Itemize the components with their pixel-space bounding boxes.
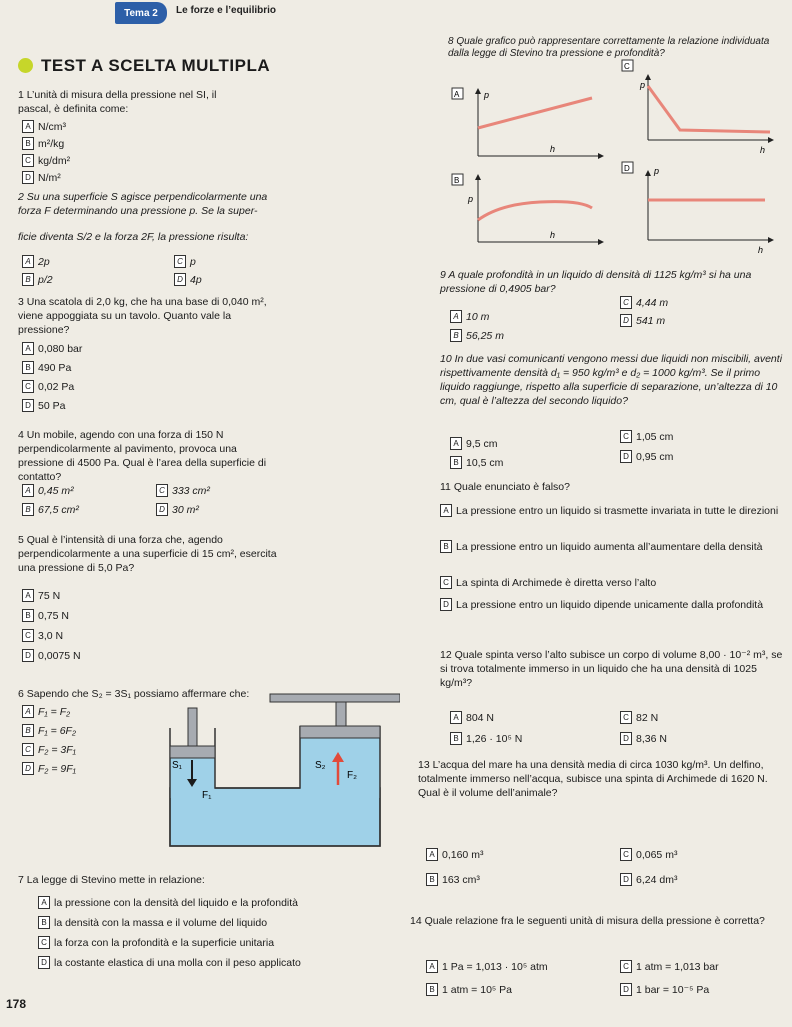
q4-option-b[interactable]: B 67,5 cm² <box>22 503 79 517</box>
q3-option-d[interactable]: D 50 Pa <box>22 399 65 413</box>
q9-option-c[interactable]: C 4,44 m <box>620 296 668 310</box>
q2-option-d[interactable]: D 4p <box>174 273 202 287</box>
press-plate <box>270 694 400 702</box>
q6-option-c[interactable]: C F₂ = 3F₁ <box>22 743 76 757</box>
graph-c-curve <box>648 86 770 132</box>
q14-option-b[interactable]: B 1 atm = 10⁵ Pa <box>426 983 512 997</box>
question-5: 5 Qual è l’intensità di una forza che, agendo perpendicolarmente a una superficie di 15 cm², esercita una pressione di 5,0 Pa? <box>18 534 277 574</box>
q12-option-b[interactable]: B 1,26 · 10⁵ N <box>450 732 522 746</box>
page-number: 178 <box>6 997 27 1011</box>
question-14: 14 Quale relazione fra le seguenti unità di misura della pressione è corretta? <box>410 915 765 927</box>
large-piston <box>300 726 380 738</box>
q5-option-a[interactable]: A 75 N <box>22 589 60 603</box>
q4-option-a[interactable]: A 0,45 m² <box>22 484 74 498</box>
q1-option-d[interactable]: D N/m² <box>22 171 61 185</box>
graph-b-curve <box>478 202 592 220</box>
q13-option-d[interactable]: D 6,24 dm³ <box>620 873 677 887</box>
q7-option-b[interactable]: B la densità con la massa e il volume del liquido <box>38 916 267 930</box>
q5-option-b[interactable]: B 0,75 N <box>22 609 69 623</box>
svg-text:h: h <box>550 144 556 154</box>
q6-option-d[interactable]: D F₂ = 9F₁ <box>22 762 76 776</box>
graph-a-curve <box>478 98 592 128</box>
section-heading-text: TEST A SCELTA MULTIPLA <box>41 56 271 75</box>
question-9: 9 A quale profondità in un liquido di densità di 1125 kg/m³ si ha una pressione di 0,4905 bar? <box>440 269 752 295</box>
bullet-icon <box>18 58 33 73</box>
section-heading <box>18 56 270 76</box>
svg-text:p: p <box>484 90 490 100</box>
svg-text:h: h <box>550 230 556 240</box>
q5-option-d[interactable]: D 0,0075 N <box>22 649 81 663</box>
q9-option-a[interactable]: A 10 m <box>450 310 489 324</box>
question-11: 11 Quale enunciato è falso? <box>440 481 570 493</box>
label-s1: S₁ <box>172 760 183 771</box>
q3-option-b[interactable]: B 490 Pa <box>22 361 71 375</box>
svg-text:h: h <box>758 245 764 255</box>
q2-option-b[interactable]: B p/2 <box>22 273 53 287</box>
q6-option-a[interactable]: A F₁ = F₂ <box>22 705 70 719</box>
fluid-right-column <box>300 738 380 798</box>
label-s2: S₂ <box>315 760 326 771</box>
q3-option-a[interactable]: A 0,080 bar <box>22 342 82 356</box>
q12-option-a[interactable]: A 804 N <box>450 711 494 725</box>
q1-option-b[interactable]: B m²/kg <box>22 137 64 151</box>
svg-text:h: h <box>760 145 766 155</box>
q14-option-c[interactable]: C 1 atm = 1,013 bar <box>620 960 719 974</box>
q6-option-b[interactable]: B F₁ = 6F₂ <box>22 724 76 738</box>
question-7: 7 La legge di Stevino mette in relazione: <box>18 874 205 886</box>
q14-option-a[interactable]: A 1 Pa = 1,013 · 10⁵ atm <box>426 960 548 974</box>
svg-text:p: p <box>640 80 646 90</box>
question-6: 6 Sapendo che S₂ = 3S₁ possiamo affermare che: <box>18 688 250 700</box>
q1-option-a[interactable]: A N/cm³ <box>22 120 66 134</box>
question-4: 4 Un mobile, agendo con una forza di 150 N perpendicolarmente al pavimento, provoca una pressione di 4500 Pa. Qual è l’area della superficie di contatto? <box>18 429 267 483</box>
q3-option-c[interactable]: C 0,02 Pa <box>22 380 74 394</box>
question-2-part-2: ficie diventa S/2 e la forza 2F, la pressione risulta: <box>18 231 249 243</box>
q10-option-a[interactable]: A 9,5 cm <box>450 437 498 451</box>
question-2-part-1: 2 Su una superficie S agisce perpendicolarmente una forza F determinando una pressione p. Se la super- <box>18 191 268 217</box>
small-piston-rod <box>188 708 197 746</box>
svg-text:D: D <box>624 164 630 173</box>
q9-option-b[interactable]: B 56,25 m <box>450 329 504 343</box>
q7-option-a[interactable]: A la pressione con la densità del liquido e la profondità <box>38 896 298 910</box>
svg-text:C: C <box>624 62 630 71</box>
question-12: 12 Quale spinta verso l’alto subisce un corpo di volume 8,00 · 10⁻² m³, se si trova totalmente immerso in un liquido che ha una densità di 1025 kg/m³? <box>440 649 783 689</box>
q11-option-a[interactable]: A La pressione entro un liquido si trasmette invariata in tutte le direzioni <box>440 504 785 518</box>
graph-d <box>620 160 790 255</box>
q4-option-d[interactable]: D 30 m² <box>156 503 199 517</box>
q1-option-c[interactable]: C kg/dm² <box>22 154 70 168</box>
question-10: 10 In due vasi comunicanti vengono messi due liquidi non miscibili, aventi rispettivamente densità d₁ = 950 kg/m³ e d₂ = 1000 kg/m³. Se il primo liquido raggiunge, rispetto alla superficie di separazione, un’altezza di 10 cm, qual è l’altezza del secondo liquido? <box>440 353 783 407</box>
svg-text:A: A <box>454 90 460 99</box>
q11-option-d[interactable]: D La pressione entro un liquido dipende unicamente dalla profondità <box>440 598 785 612</box>
q10-option-c[interactable]: C 1,05 cm <box>620 430 673 444</box>
q4-option-c[interactable]: C 333 cm² <box>156 484 210 498</box>
q13-option-b[interactable]: B 163 cm³ <box>426 873 480 887</box>
question-1: 1 L’unità di misura della pressione nel SI, il pascal, è definita come: <box>18 89 217 115</box>
label-f2: F₂ <box>347 770 357 781</box>
q14-option-d[interactable]: D 1 bar = 10⁻⁵ Pa <box>620 983 709 997</box>
question-3: 3 Una scatola di 2,0 kg, che ha una base di 0,040 m², viene appoggiata su un tavolo. Quanto vale la pressione? <box>18 296 267 336</box>
chapter-tab: Tema 2 <box>115 2 167 24</box>
label-f1: F₁ <box>202 790 212 801</box>
q9-option-d[interactable]: D 541 m <box>620 314 665 328</box>
question-13: 13 L’acqua del mare ha una densità media di circa 1030 kg/m³. Un delfino, totalmente immerso nell’acqua, subisce una spinta di Archimede di 1620 N. Qual è il volume dell’animale? <box>418 759 768 799</box>
q7-option-d[interactable]: D la costante elastica di una molla con il peso applicato <box>38 956 301 970</box>
q2-option-a[interactable]: A 2p <box>22 255 50 269</box>
small-piston <box>170 746 215 758</box>
svg-text:p: p <box>654 166 660 176</box>
graph-c <box>620 58 790 158</box>
q12-option-c[interactable]: C 82 N <box>620 711 658 725</box>
q5-option-c[interactable]: C 3,0 N <box>22 629 63 643</box>
q13-option-a[interactable]: A 0,160 m³ <box>426 848 483 862</box>
q11-option-b[interactable]: B La pressione entro un liquido aumenta all’aumentare della densità <box>440 540 785 554</box>
svg-text:B: B <box>454 176 460 185</box>
q13-option-c[interactable]: C 0,065 m³ <box>620 848 677 862</box>
svg-text:p: p <box>468 194 474 204</box>
question-8: 8 Quale grafico può rappresentare correttamente la relazione individuata dalla legge di Stevino tra pressione e profondità? <box>448 36 770 59</box>
q7-option-c[interactable]: C la forza con la profondità e la superficie unitaria <box>38 936 274 950</box>
q10-option-d[interactable]: D 0,95 cm <box>620 450 673 464</box>
q10-option-b[interactable]: B 10,5 cm <box>450 456 503 470</box>
q11-option-c[interactable]: C La spinta di Archimede è diretta verso l’alto <box>440 576 785 590</box>
hydraulic-press-diagram <box>150 688 400 866</box>
q2-option-c[interactable]: C p <box>174 255 196 269</box>
chapter-title: Le forze e l’equilibrio <box>176 5 277 16</box>
q12-option-d[interactable]: D 8,36 N <box>620 732 667 746</box>
